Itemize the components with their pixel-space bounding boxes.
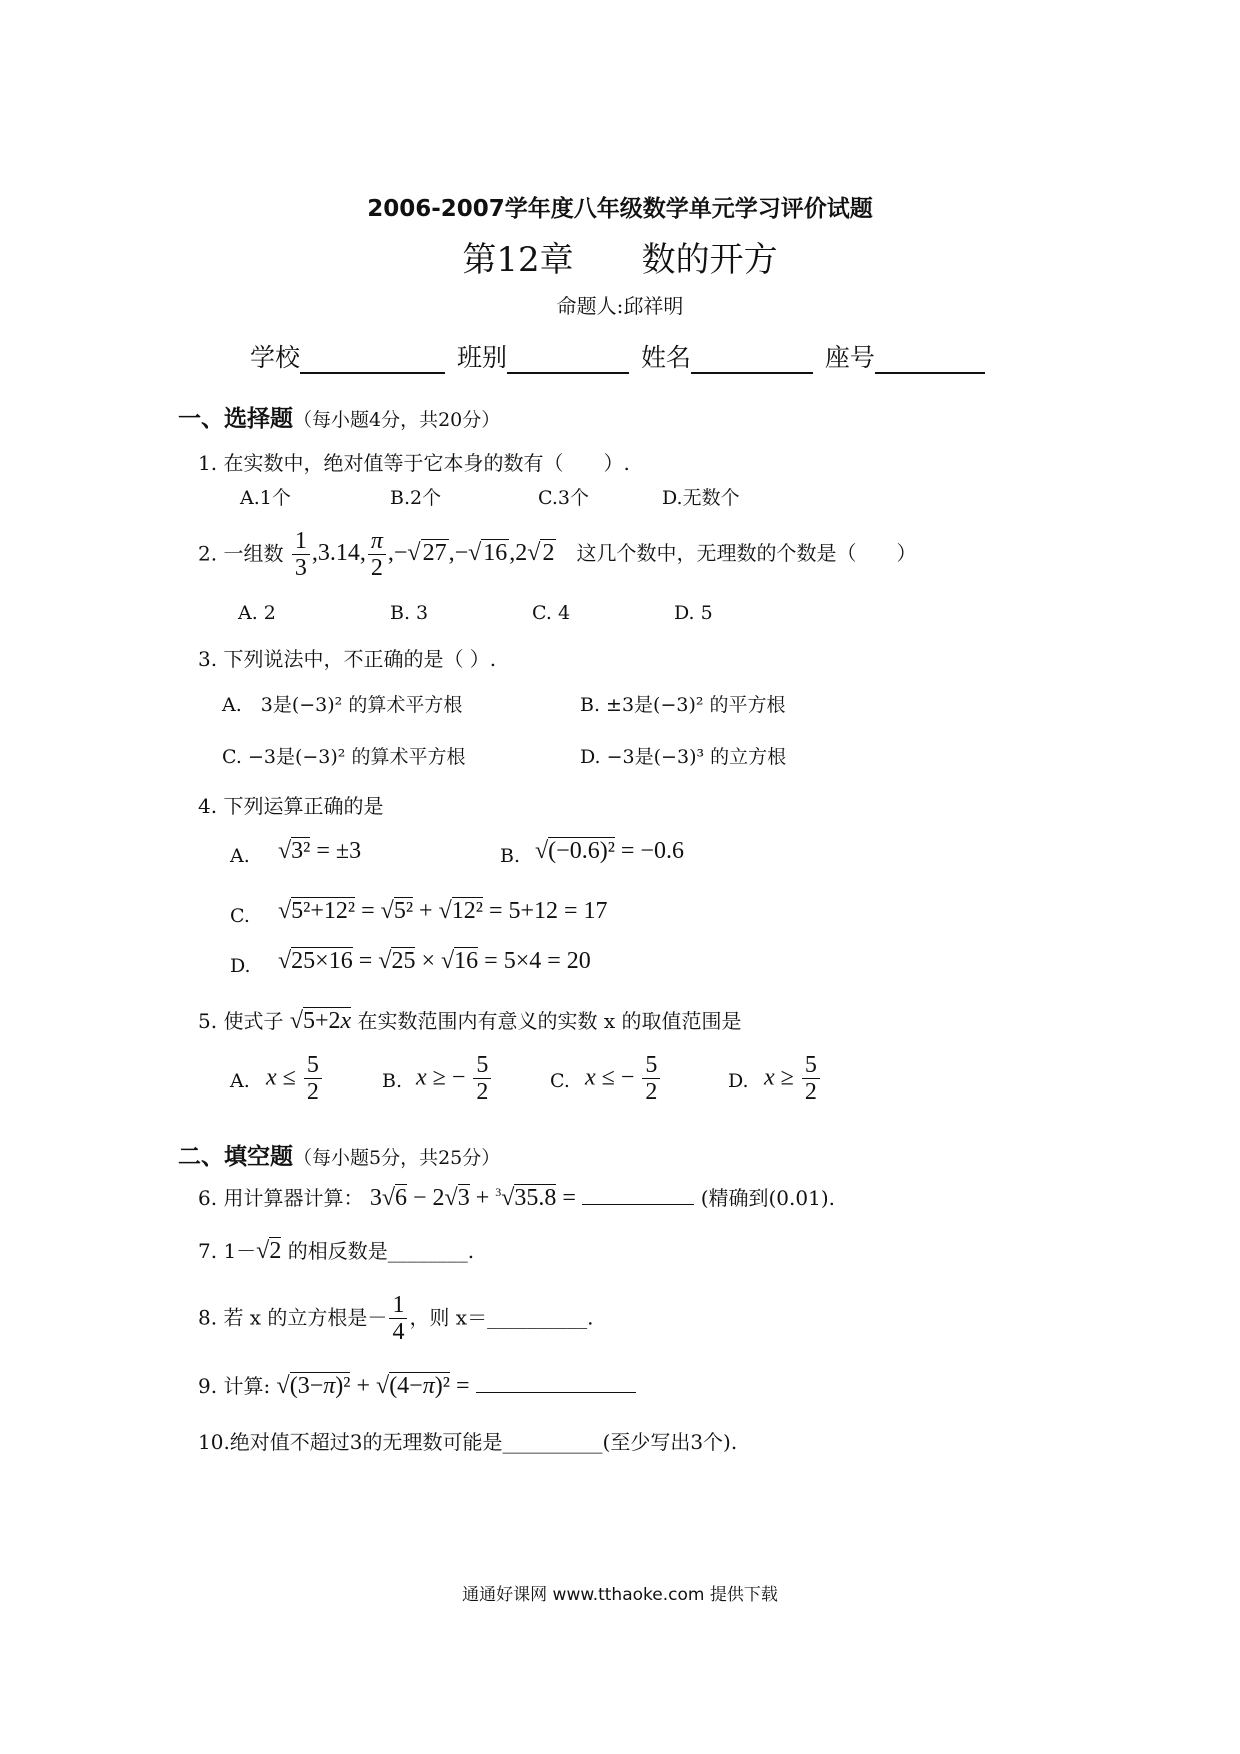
q9-prefix: 9. 计算: — [198, 1374, 271, 1398]
q7-radical: √2 — [256, 1238, 282, 1264]
q7-suffix: 的相反数是________. — [287, 1239, 475, 1263]
question-7 — [198, 1235, 474, 1265]
seat-label: 座号 — [824, 343, 875, 372]
name-blank[interactable] — [691, 348, 813, 374]
q2-option-c: C. 4 — [532, 602, 571, 624]
question-6 — [198, 1182, 835, 1212]
q1-option-b: B.2个 — [390, 487, 442, 509]
footer-credit: 通通好课网 www.tthaoke.com 提供下载 — [462, 1585, 778, 1605]
q3-option-a: A. 3是(−3)² 的算术平方根 — [222, 694, 463, 716]
q4-option-d-formula: √25×16 = √25 × √16 = 5×4 = 20 — [278, 948, 591, 974]
seat-blank[interactable] — [875, 348, 985, 374]
question-9 — [198, 1370, 636, 1400]
chapter-title: 第12章 数的开方 — [462, 240, 778, 280]
school-label: 学校 — [250, 343, 301, 372]
q3-option-b: B. ±3是(−3)² 的平方根 — [580, 694, 786, 716]
q5-option-c-formula: x ≤ − $\frac{5}{2}$ — [585, 1052, 662, 1106]
q8-fraction: $\frac{1}{4}$ — [387, 1304, 409, 1330]
q6-suffix: (精确到(0.01). — [700, 1186, 835, 1210]
q5-label-d: D. — [728, 1070, 749, 1092]
school-blank[interactable] — [300, 348, 445, 374]
student-info-fields — [250, 338, 989, 374]
q5-option-b-formula: x ≥ − $\frac{5}{2}$ — [416, 1052, 493, 1106]
q2-number-list: $\frac{1}{3}$ ,3.14, $\frac{\pi}{2}$ ,−√27,−√16,2√2 — [290, 540, 563, 566]
question-8 — [198, 1292, 593, 1346]
q6-answer-blank[interactable] — [582, 1186, 694, 1205]
q2-option-a: A. 2 — [238, 602, 276, 624]
exam-title: 2006-2007学年度八年级数学单元学习评价试题 — [367, 196, 873, 222]
q1-option-a: A.1个 — [240, 487, 291, 509]
q5-label-a: A. — [230, 1070, 250, 1092]
q2-suffix: 这几个数中，无理数的个数是（ ） — [576, 541, 917, 566]
q9-answer-blank[interactable] — [476, 1374, 636, 1393]
q5-expression: √5+2x — [289, 1008, 352, 1034]
q5-label-c: C. — [550, 1070, 570, 1092]
q5-prefix: 5. 使式子 — [198, 1009, 284, 1033]
q9-expression: √(3−π)² + √(4−π)² = — [276, 1373, 470, 1399]
question-3: 3. 下列说法中，不正确的是（ ）. — [198, 647, 497, 671]
author-line: 命题人:邱祥明 — [556, 294, 684, 318]
q8-suffix: ，则 x＝__________. — [409, 1305, 594, 1330]
q5-suffix: 在实数范围内有意义的实数 x 的取值范围是 — [357, 1009, 742, 1033]
class-label: 班别 — [456, 343, 507, 372]
name-label: 姓名 — [640, 343, 691, 372]
class-blank[interactable] — [507, 348, 629, 374]
q6-expression: 3√6 − 2√3 + $^3$√35.8 = — [369, 1185, 576, 1211]
q4-option-c-formula: √5²+12² = √5² + √12² = 5+12 = 17 — [278, 898, 608, 924]
q5-option-a-formula: x ≤ $\frac{5}{2}$ — [266, 1052, 324, 1106]
q1-option-d: D.无数个 — [662, 487, 740, 509]
q5-option-d-formula: x ≥ $\frac{5}{2}$ — [764, 1052, 822, 1106]
q6-prefix: 6. 用计算器计算： — [198, 1186, 364, 1210]
q4-label-c: C. — [230, 905, 250, 927]
section-choice-note: （每小题4分，共20分） — [293, 409, 501, 431]
q8-prefix: 8. 若 x 的立方根是－ — [198, 1305, 388, 1330]
q2-prefix: 2. 一组数 — [198, 541, 284, 566]
section-fill-heading — [178, 1138, 500, 1171]
q7-prefix: 7. 1－ — [198, 1239, 257, 1263]
q5-label-b: B. — [382, 1070, 403, 1092]
q4-label-d: D. — [230, 955, 251, 977]
q4-label-b: B. — [500, 845, 521, 867]
q4-option-b-formula: √(−0.6)² = −0.6 — [535, 838, 684, 864]
q4-option-a-formula: √3² = ±3 — [278, 838, 362, 864]
section-choice-heading — [178, 400, 500, 433]
q2-option-b: B. 3 — [390, 602, 429, 624]
question-1: 1. 在实数中，绝对值等于它本身的数有（ ）. — [198, 451, 630, 475]
q4-label-a: A. — [230, 845, 250, 867]
q1-option-c: C.3个 — [538, 487, 589, 509]
q3-option-c: C. −3是(−3)² 的算术平方根 — [222, 746, 466, 768]
question-4: 4. 下列运算正确的是 — [198, 794, 384, 818]
question-5 — [198, 1005, 742, 1035]
section-fill-note: （每小题5分，共25分） — [293, 1147, 501, 1169]
question-2 — [198, 528, 916, 582]
section-fill-title: 二、填空题 — [178, 1144, 293, 1170]
section-choice-title: 一、选择题 — [178, 406, 293, 432]
question-10: 10.绝对值不超过3的无理数可能是__________(至少写出3个). — [198, 1430, 738, 1454]
q2-option-d: D. 5 — [674, 602, 713, 624]
q3-option-d: D. −3是(−3)³ 的立方根 — [580, 746, 787, 768]
